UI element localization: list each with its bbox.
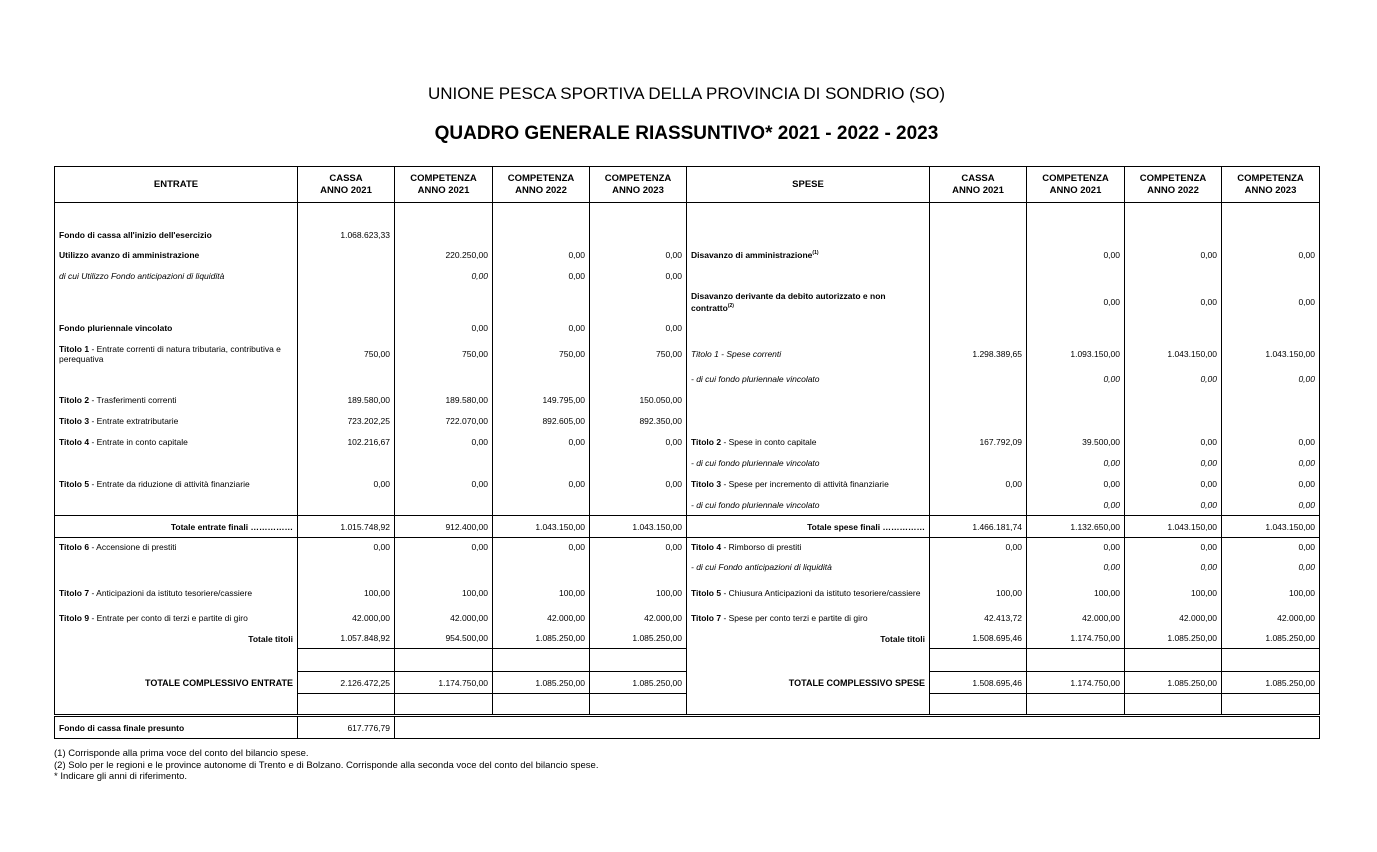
cell-value: 0,00 [1125,245,1222,266]
row-label: Totale titoli [55,629,298,649]
cell-value: 100,00 [1125,578,1222,608]
cell-value: 100,00 [1027,578,1125,608]
header-comp-2023: COMPETENZA ANNO 2023 [1222,167,1320,203]
table-row [55,411,1320,432]
cell-value: 0,00 [590,317,687,339]
cell-value: 0,00 [930,538,1027,557]
row-label: - di cui fondo pluriennale vincolato [687,369,930,390]
cell-value: 1.085.250,00 [590,629,687,649]
cell-value: 892.605,00 [493,411,590,432]
cell-value: 0,00 [1222,453,1320,474]
cell-value: 0,00 [395,538,493,557]
cell-value: 42.413,72 [930,608,1027,629]
table-row [55,495,1320,516]
cell-value: 0,00 [1027,453,1125,474]
cell-value: 1.085.250,00 [1125,672,1222,694]
cell-value: 0,00 [1027,369,1125,390]
header-entrate: ENTRATE [55,167,298,203]
table-row-total [55,629,1320,649]
row-label: Titolo 2 - Spese in conto capitale [687,432,930,453]
cell-value: 1.508.695,46 [930,629,1027,649]
header-row [55,167,1320,203]
cell-value: 617.776,79 [298,717,395,739]
cell-value: 1.043.150,00 [493,516,590,538]
cell-value: 722.070,00 [395,411,493,432]
cell-value: 750,00 [493,339,590,369]
table-row-total [55,516,1320,538]
row-label: Fondo di cassa finale presunto [55,717,298,739]
cell-value: 2.126.472,25 [298,672,395,694]
table-row [55,317,1320,339]
cell-value: 1.085.250,00 [493,629,590,649]
cell-value: 0,00 [590,474,687,495]
cell-value: 0,00 [1222,369,1320,390]
cell-value: 0,00 [1222,495,1320,516]
cell-value: 0,00 [395,474,493,495]
row-label: TOTALE COMPLESSIVO SPESE [687,672,930,694]
cell-value: 42.000,00 [493,608,590,629]
cell-value: 220.250,00 [395,245,493,266]
table-row [55,287,1320,317]
row-label: Titolo 4 - Rimborso di prestiti [687,538,930,557]
row-label: Titolo 5 - Chiusura Anticipazioni da istituto tesoriere/cassiere [687,578,930,608]
cell-value: 0,00 [1125,557,1222,578]
cell-value: 0,00 [493,474,590,495]
cell-value: 1.093.150,00 [1027,339,1125,369]
cell-value: 0,00 [493,538,590,557]
cell-value: 892.350,00 [590,411,687,432]
row-label: Totale entrate finali …………… [55,516,298,538]
table-row [55,453,1320,474]
cell-value: 0,00 [493,317,590,339]
cell-value: 1.466.181,74 [930,516,1027,538]
cell-value: 1.085.250,00 [590,672,687,694]
table-row [55,474,1320,495]
cell-value: 0,00 [1125,495,1222,516]
cell-value: 0,00 [1222,557,1320,578]
table-row [55,339,1320,369]
header-cassa: CASSA ANNO 2021 [298,167,395,203]
row-label: Titolo 7 - Spese per conto terzi e partite di giro [687,608,930,629]
cell-value: 912.400,00 [395,516,493,538]
table-row [55,432,1320,453]
row-label: Disavanzo derivante da debito autorizzato e non contratto$^{(2)}$ [687,287,930,317]
cell-value: 1.043.150,00 [1125,339,1222,369]
row-label: Fondo di cassa all'inizio dell'esercizio [55,225,298,245]
cell-value: 1.043.150,00 [1222,516,1320,538]
cell-value: 723.202,25 [298,411,395,432]
cell-value: 1.085.250,00 [1222,672,1320,694]
cell-value: 1.085.250,00 [1222,629,1320,649]
row-label: Titolo 2 - Trasferimenti correnti [55,390,298,411]
header-comp-2021: COMPETENZA ANNO 2021 [1027,167,1125,203]
cell-value: 0,00 [395,317,493,339]
cell-value: 42.000,00 [1222,608,1320,629]
row-label: Titolo 3 - Spese per incremento di attività finanziarie [687,474,930,495]
cell-value: 0,00 [493,245,590,266]
row-label: Utilizzo avanzo di amministrazione [55,245,298,266]
table-row [55,694,1320,715]
table-row [55,203,1320,225]
table-row [55,225,1320,245]
footnote-1: (1) Corrisponde alla prima voce del conto del bilancio spese. [54,748,309,759]
row-label: Titolo 1 - Spese correnti [687,339,930,369]
table-row [55,266,1320,287]
table-row-grand-total [55,672,1320,694]
cell-value: 0,00 [1125,538,1222,557]
row-label: - di cui fondo pluriennale vincolato [687,495,930,516]
table-row-final-cash [55,717,1320,739]
cell-value: 100,00 [298,578,395,608]
cell-value: 1.043.150,00 [590,516,687,538]
footnote-3: * Indicare gli anni di riferimento. [54,771,188,782]
cell-value: 0,00 [590,245,687,266]
row-label: Titolo 1 - Entrate correnti di natura tributaria, contributiva e perequativa [55,339,298,369]
cell-value: 1.068.623,33 [298,225,395,245]
cell-value: 1.085.250,00 [493,672,590,694]
cell-value: 0,00 [1027,245,1125,266]
cell-value: 0,00 [1125,432,1222,453]
table-row [55,245,1320,266]
cell-value: 0,00 [395,432,493,453]
cell-value: 1.132.650,00 [1027,516,1125,538]
table-row [55,369,1320,390]
cell-value: 0,00 [1222,538,1320,557]
cell-value: 0,00 [395,266,493,287]
cell-value: 42.000,00 [590,608,687,629]
cell-value: 167.792,09 [930,432,1027,453]
row-label: - di cui fondo pluriennale vincolato [687,453,930,474]
cell-value: 150.050,00 [590,390,687,411]
cell-value: 42.000,00 [298,608,395,629]
cell-value: 100,00 [1222,578,1320,608]
cell-value: 1.085.250,00 [1125,629,1222,649]
cell-value: 0,00 [1027,287,1125,317]
table-row [55,608,1320,629]
summary-table [54,166,1320,739]
cell-value: 750,00 [298,339,395,369]
row-label: Titolo 7 - Anticipazioni da istituto tesoriere/cassiere [55,578,298,608]
cell-value: 0,00 [1125,369,1222,390]
cell-value: 954.500,00 [395,629,493,649]
row-label: Titolo 4 - Entrate in conto capitale [55,432,298,453]
cell-value: 100,00 [493,578,590,608]
header-comp-2021: COMPETENZA ANNO 2021 [395,167,493,203]
cell-value: 0,00 [590,432,687,453]
row-label: - di cui Fondo anticipazioni di liquidità [687,557,930,578]
cell-value: 0,00 [1222,432,1320,453]
cell-value: 1.174.750,00 [1027,672,1125,694]
cell-value: 42.000,00 [395,608,493,629]
cell-value: 0,00 [1222,287,1320,317]
cell-value: 0,00 [298,474,395,495]
cell-value: 100,00 [395,578,493,608]
cell-value: 39.500,00 [1027,432,1125,453]
table-row [55,538,1320,557]
cell-value: 0,00 [930,474,1027,495]
cell-value: 0,00 [1027,538,1125,557]
row-label: Titolo 3 - Entrate extratributarie [55,411,298,432]
row-label: Titolo 9 - Entrate per conto di terzi e partite di giro [55,608,298,629]
cell-value: 0,00 [1027,495,1125,516]
cell-value: 100,00 [590,578,687,608]
cell-value: 0,00 [1125,474,1222,495]
row-label: Fondo pluriennale vincolato [55,317,298,339]
cell-value: 0,00 [590,538,687,557]
cell-value: 0,00 [1125,287,1222,317]
cell-value: 1.174.750,00 [1027,629,1125,649]
header-comp-2022: COMPETENZA ANNO 2022 [1125,167,1222,203]
cell-value: 1.015.748,92 [298,516,395,538]
table-row [55,649,1320,672]
row-label: Disavanzo di amministrazione$^{(1)}$ [687,245,930,266]
cell-value: 750,00 [590,339,687,369]
cell-value: 1.057.848,92 [298,629,395,649]
cell-value: 189.580,00 [298,390,395,411]
cell-value: 0,00 [493,432,590,453]
cell-value: 1.508.695,46 [930,672,1027,694]
row-label: Titolo 5 - Entrate da riduzione di attività finanziarie [55,474,298,495]
table-row [55,557,1320,578]
row-label: Titolo 6 - Accensione di prestiti [55,538,298,557]
row-label: di cui Utilizzo Fondo anticipazioni di liquidità [55,266,298,287]
cell-value: 0,00 [1222,474,1320,495]
cell-value: 0,00 [590,266,687,287]
footnotes [54,748,598,783]
cell-value: 42.000,00 [1125,608,1222,629]
cell-value: 0,00 [493,266,590,287]
header-spese: SPESE [687,167,930,203]
cell-value: 102.216,67 [298,432,395,453]
organization-name: UNIONE PESCA SPORTIVA DELLA PROVINCIA DI SONDRIO (SO) [427,84,946,103]
table-row [55,578,1320,608]
cell-value: 1.043.150,00 [1222,339,1320,369]
cell-value: 1.174.750,00 [395,672,493,694]
cell-value: 189.580,00 [395,390,493,411]
cell-value: 0,00 [298,538,395,557]
cell-value: 42.000,00 [1027,608,1125,629]
row-label: Totale titoli [687,629,930,649]
cell-value: 750,00 [395,339,493,369]
cell-value: 0,00 [1027,474,1125,495]
header-comp-2023: COMPETENZA ANNO 2023 [590,167,687,203]
cell-value: 0,00 [1027,557,1125,578]
row-label: TOTALE COMPLESSIVO ENTRATE [55,672,298,694]
cell-value: 1.298.389,65 [930,339,1027,369]
cell-value: 0,00 [1125,453,1222,474]
footnote-2: (2) Solo per le regioni e le province autonome di Trento e di Bolzano. Corrisponde alla seconda voce del conto del bilancio spese. [54,759,599,771]
cell-value: 100,00 [930,578,1027,608]
cell-value: 149.795,00 [493,390,590,411]
header-comp-2022: COMPETENZA ANNO 2022 [493,167,590,203]
header-cassa: CASSA ANNO 2021 [930,167,1027,203]
cell-value: 1.043.150,00 [1125,516,1222,538]
row-label: Totale spese finali …………… [687,516,930,538]
table-row [55,390,1320,411]
cell-value: 0,00 [1222,245,1320,266]
document-title: QUADRO GENERALE RIASSUNTIVO* 2021 - 2022 - 2023 [434,123,939,144]
